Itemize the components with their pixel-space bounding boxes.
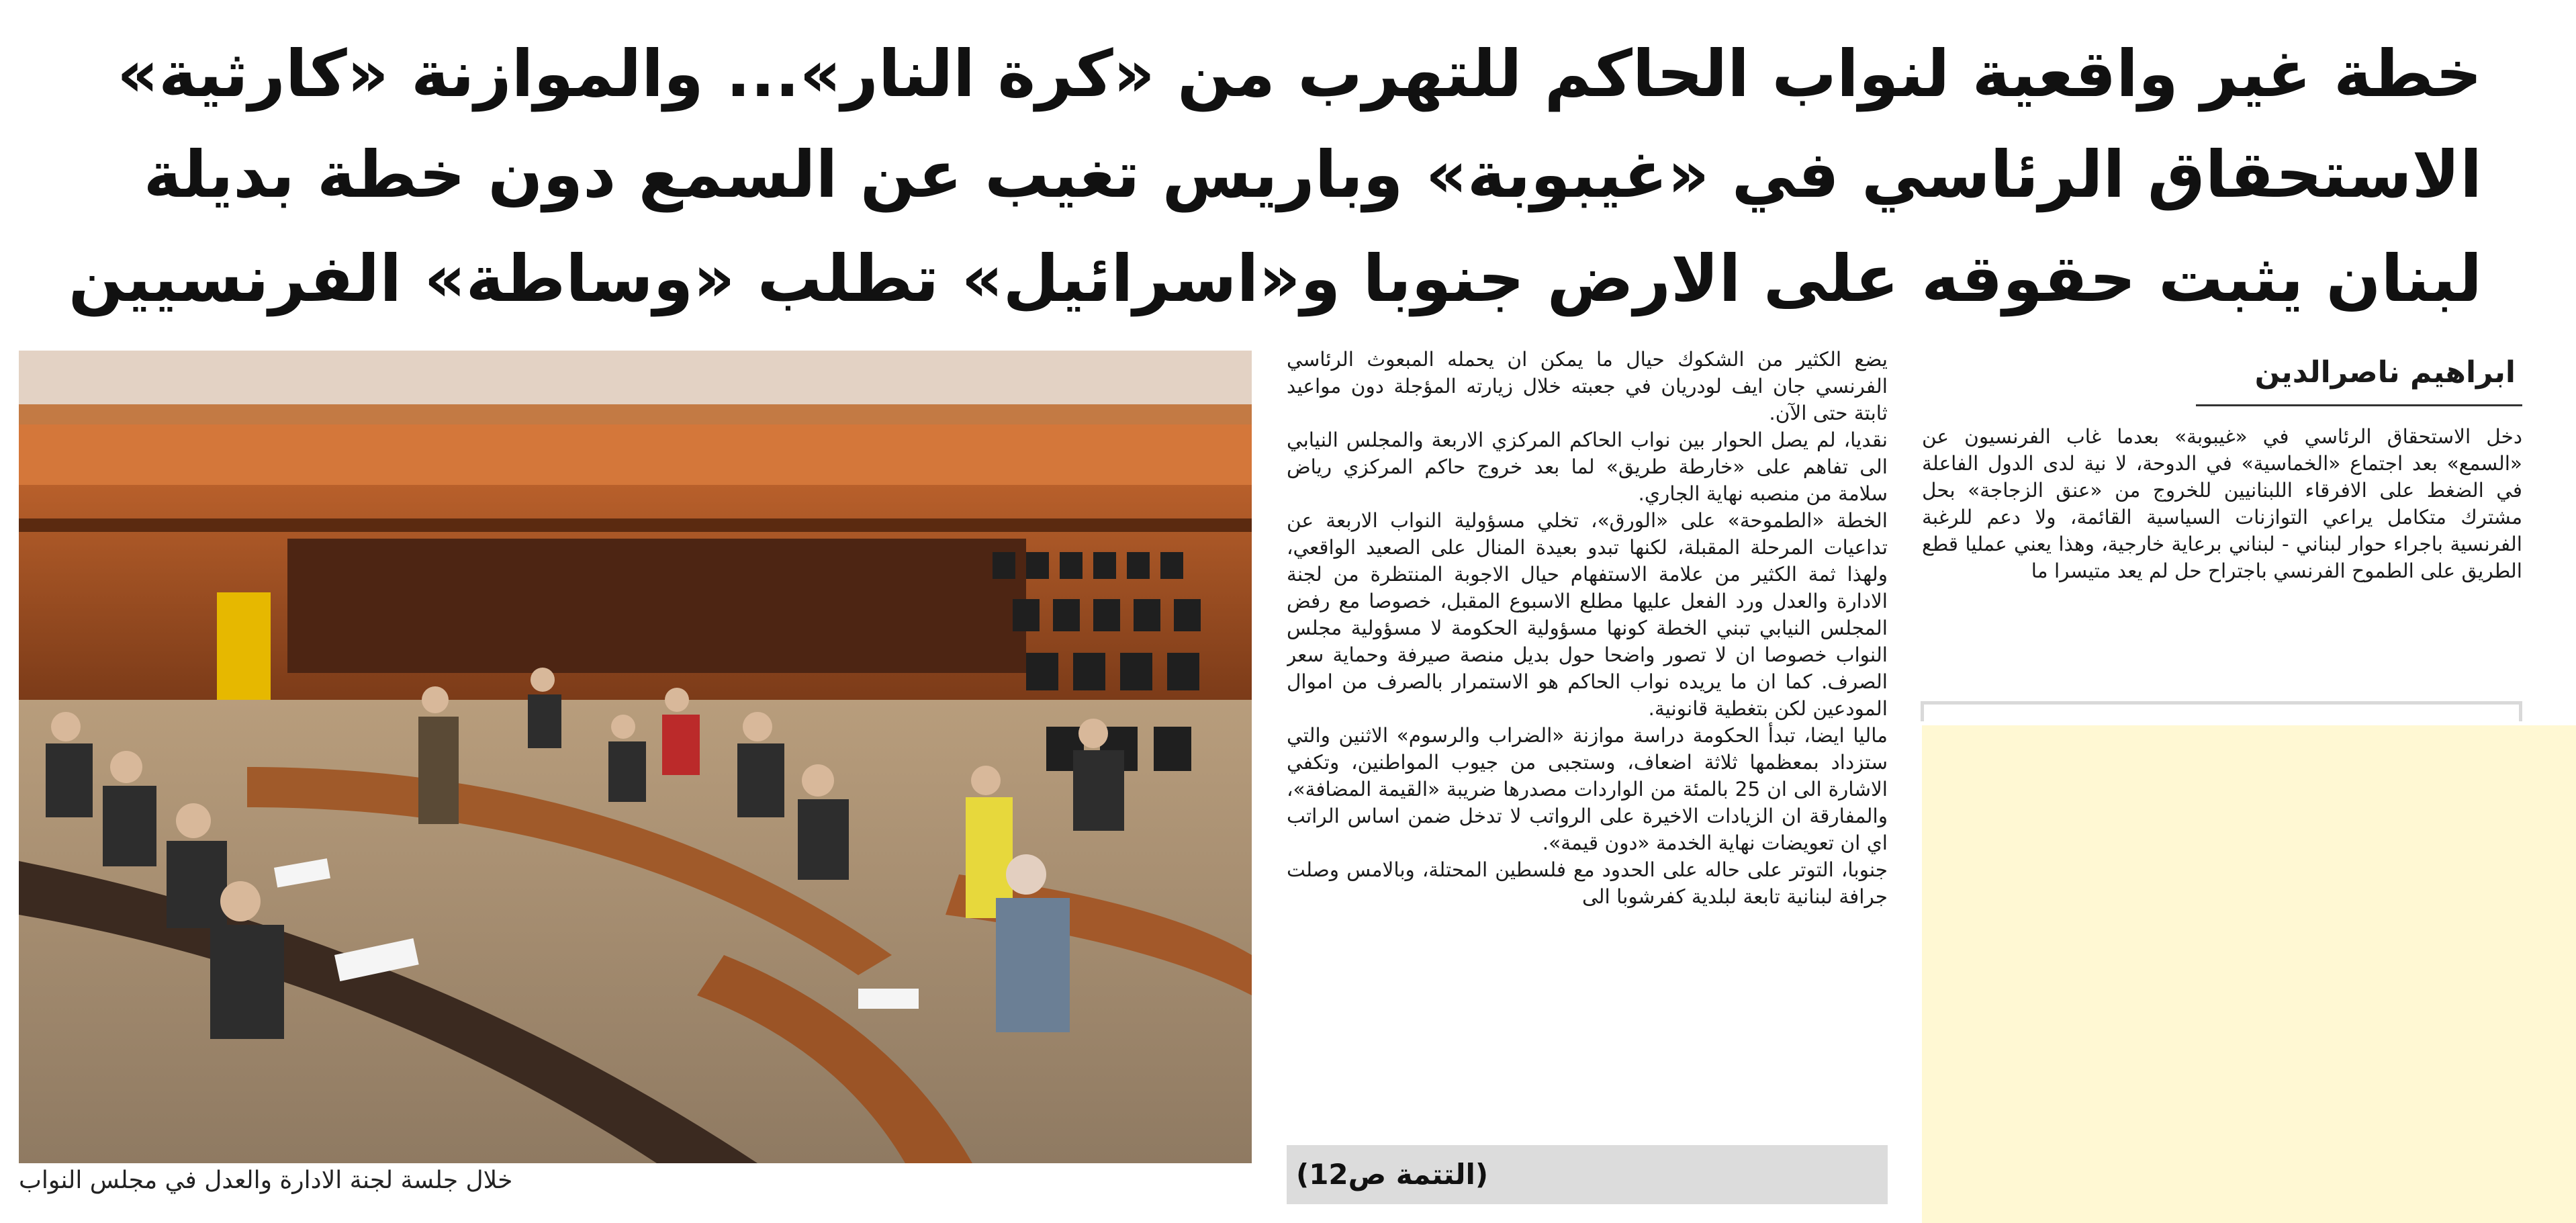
sidebar-article: دخل الاستحقاق الرئاسي في «غيبوبة» بعدما غاب الفرنسيون عن «السمع» بعد اجتماع «الخماسية» في الدوحة، لا نية لدى الدول الفاعلة في الضغط على الافرقاء اللبنانيين للخروج من «عنق الزجاجة» بحل مشترك متكامل يراعي التوازنات السياسية القائمة، ولا دعم للرغبة الفرنسية باجراء حوار لبناني - لبناني برعاية خارجية، وهذا يعني عمليا قطع الطريق على الطموح الفرنسي باجتراح حل لم يعد متيسرا ما (1922, 425, 2522, 582)
photo-caption: خلال جلسة لجنة الادارة والعدل في مجلس النواب (19, 1167, 513, 1194)
main-article (1287, 346, 1888, 1152)
headline-line-2: الاستحقاق الرئاسي في «غيبوبة» وباريس تغيب عن السمع دون خطة بديلة (143, 137, 2482, 212)
continued-box (1287, 1145, 1888, 1204)
article-paragraph: نقديا، لم يصل الحوار بين نواب الحاكم المركزي الاربعة والمجلس النيابي الى تفاهم على «خارطة طريق» لما بعد خروج حاكم المركزي رياض سلامة من منصبه نهاية الجاري. (1287, 428, 1888, 505)
advertisement-area (1922, 725, 2576, 1223)
article-paragraph: الخطة «الطموحة» على «الورق»، تخلي مسؤولية النواب الاربعة عن تداعيات المرحلة المقبلة، لكنها تبدو بعيدة المنال على الصعيد الواقعي، ولهذا ثمة الكثير من علامة الاستفهام حيال الاجوبة المنتظرة من لجنة الادارة والعدل ورد الفعل عليها مطلع الاسبوع المقبل، خصوصا مع رفض المجلس النيابي تبني الخطة كونها مسؤولية الحكومة لا مسؤولية مجلس النواب خصوصا ان لا تصور واضحا حول بديل منصة صيرفة وحماية سعر الصرف. كما ان ما يريده نواب الحاكم هو الاستمرار بالصرف من اموال المودعين لكن بتغطية قانونية. (1287, 509, 1888, 720)
photo-illustration (19, 351, 1252, 1163)
headline-line-1: خطة غير واقعية لنواب الحاكم للتهرب من «كرة النار»... والموازنة «كارثية» (117, 36, 2482, 111)
sidebar-frame (1921, 701, 2522, 721)
article-paragraph: جنوبا، التوتر على حاله على الحدود مع فلسطين المحتلة، وبالامس وصلت جرافة لبنانية تابعة لبلدية كفرشوبا الى (1287, 858, 1888, 908)
author-name: ابراهيم ناصرالدين (2254, 355, 2516, 390)
author-divider (2196, 404, 2522, 406)
parliament-session-photo (19, 351, 1252, 1163)
headline-line-3: لبنان يثبت حقوقه على الارض جنوبا و«اسرائيل» تطلب «وساطة» الفرنسيين (68, 241, 2482, 316)
article-paragraph: يضع الكثير من الشكوك حيال ما يمكن ان يحمله المبعوث الرئاسي الفرنسي جان ايف لودريان في جعبته خلال زيارته المؤجلة دون مواعيد ثابتة حتى الآن. (1287, 348, 1888, 424)
article-paragraph: ماليا ايضا، تبدأ الحكومة دراسة موازنة «الضراب والرسوم» الاثنين والتي ستزداد بمعظمها ثلاثة اضعاف، وستجبى من جيوب المواطنين، وتكفي الاشارة الى ان 25 بالمئة من الواردات مصدرها ضريبة «القيمة المضافة»، والمفارقة ان الزيادات الاخيرة على الرواتب لا تدخل ضمن اساس الراتب اي ان تعويضات نهاية الخدمة «دون قيمة». (1287, 724, 1888, 854)
continued-label: (التتمة ص12) (1296, 1158, 1489, 1191)
